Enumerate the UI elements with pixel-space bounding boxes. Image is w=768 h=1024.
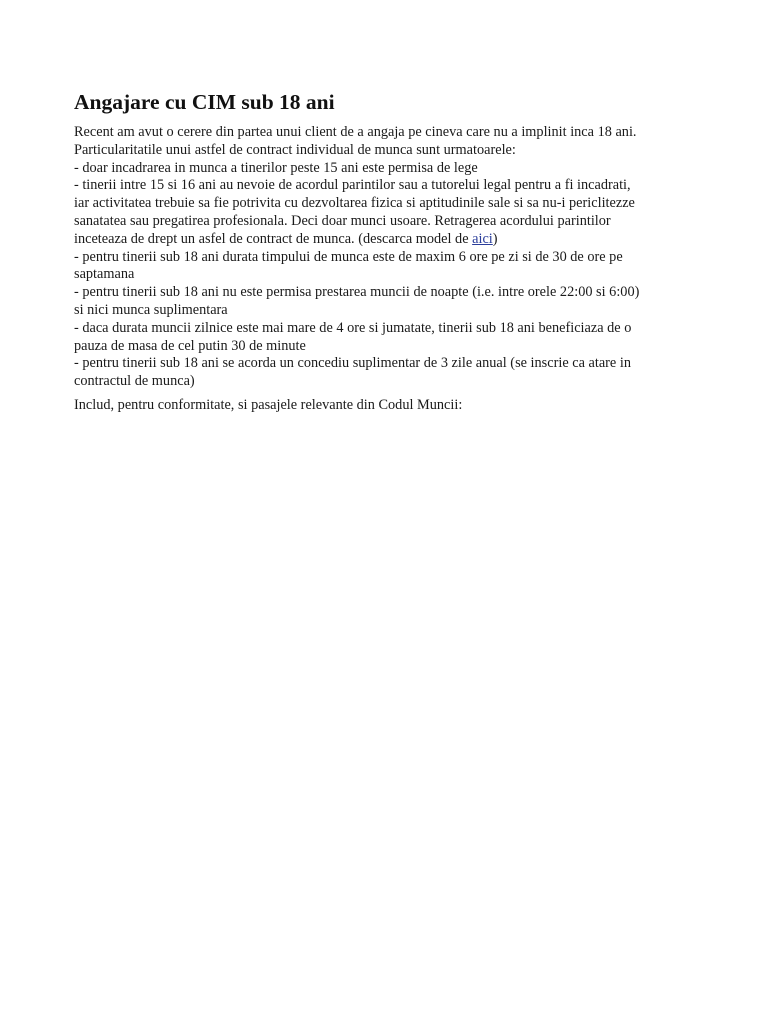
body-line: - daca durata muncii zilnice este mai mare de 4 ore si jumatate, tinerii sub 18 ani beneficiaza de o — [74, 319, 632, 336]
body-line: - doar incadrarea in munca a tinerilor peste 15 ani este permisa de lege — [74, 159, 478, 176]
body-line-with-link — [74, 231, 698, 249]
body-line: Particularitatile unui astfel de contract individual de munca sunt urmatoarele: — [74, 141, 516, 158]
body-line: - pentru tinerii sub 18 ani se acorda un concediu suplimentar de 3 zile anual (se inscrie ca atare in — [74, 355, 631, 372]
body-text-segment: inceteaza de drept un asfel de contract de munca. (descarca model de — [74, 230, 473, 247]
page-title: Angajare cu CIM sub 18 ani — [74, 90, 335, 114]
body-line: - pentru tinerii sub 18 ani nu este permisa prestarea muncii de noapte (i.e. intre orele 22:00 si 6:00) — [74, 284, 640, 301]
body-line: Recent am avut o cerere din partea unui client de a angaja pe cineva care nu a implinit inca 18 ani. — [74, 124, 637, 140]
body-line: iar activitatea trebuie sa fie potrivita cu dezvoltarea fizica si aptitudinile sale si sa nu-i periclitezze — [74, 195, 635, 212]
body-line: - pentru tinerii sub 18 ani durata timpului de munca este de maxim 6 ore pe zi si de 30 de ore pe — [74, 248, 623, 265]
body-line: - tinerii intre 15 si 16 ani au nevoie de acordul parintilor sau a tutorelui legal pentru a fi incadrati, — [74, 177, 631, 194]
document-page — [74, 88, 698, 429]
body-line: si nici munca suplimentara — [74, 301, 228, 318]
body-line: sanatatea sau pregatirea profesionala. Deci doar munci usoare. Retragerea acordului parintilor — [74, 212, 611, 229]
download-model-link[interactable]: aici — [472, 230, 493, 247]
body-line: pauza de masa de cel putin 30 de minute — [74, 337, 306, 354]
closing-paragraph: Includ, pentru conformitate, si pasajele relevante din Codul Muncii: — [74, 396, 463, 413]
body-line: saptamana — [74, 266, 135, 283]
document-body — [74, 124, 698, 391]
body-text-segment: ) — [492, 230, 498, 247]
body-line: contractul de munca) — [74, 373, 195, 390]
